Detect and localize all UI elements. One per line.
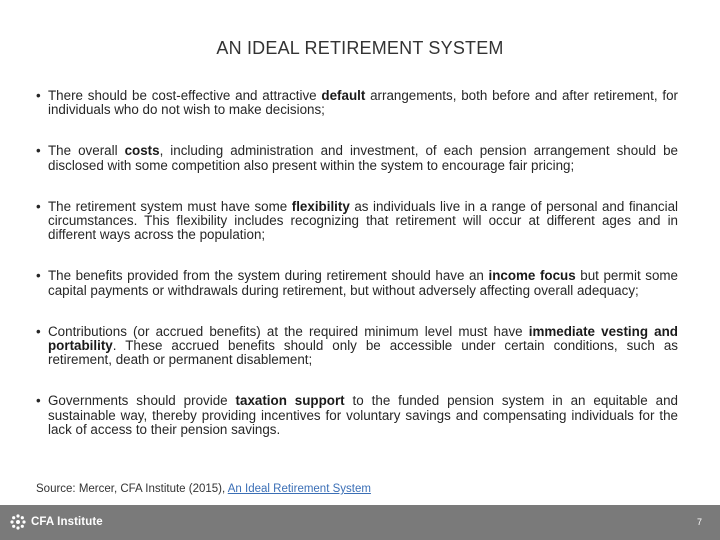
- page-number: 7: [696, 517, 702, 527]
- source-prefix: Source: Mercer, CFA Institute (2015),: [36, 483, 228, 495]
- bullet-marker: •: [36, 88, 41, 103]
- source-link[interactable]: An Ideal Retirement System: [227, 483, 371, 495]
- bullet-marker: •: [36, 198, 41, 214]
- bullet-text: Contributions (or accrued benefits) at the required minimum level must have: [48, 323, 529, 339]
- bullet-text: . These accrued benefits should only be accessible under certain conditions, such as retirement, death or permanent disablement;: [48, 338, 678, 368]
- bullet-keyword: immediate vesting and portability: [48, 323, 678, 354]
- bullet-keyword: flexibility: [291, 198, 350, 214]
- bullet-text: The overall: [48, 143, 125, 159]
- slide-title: AN IDEAL RETIREMENT SYSTEM: [216, 38, 504, 58]
- bullet-marker: •: [36, 393, 41, 409]
- bullet-item: [36, 394, 678, 437]
- globe-leaf-icon: [9, 513, 27, 531]
- bullet-text: to the funded pension system in an equitable and sustainable way, thereby providing incentives for voluntary savings and compensating individuals for the lack of access to their pension savings.: [48, 393, 678, 437]
- source-citation: [36, 483, 371, 495]
- bullet-item: [36, 325, 678, 368]
- bullet-text: but permit some capital payments or withdrawals during retirement, but without adversely affecting overall adequacy;: [48, 268, 678, 298]
- bullet-item: [36, 89, 678, 117]
- bullet-item: [36, 144, 678, 172]
- bullet-item: [36, 200, 678, 243]
- bullet-list: [36, 89, 678, 464]
- bullet-marker: •: [36, 268, 41, 284]
- bullet-keyword: costs: [124, 143, 160, 159]
- bullet-text: Governments should provide: [48, 393, 236, 409]
- bullet-text: The benefits provided from the system during retirement should have an: [48, 268, 489, 284]
- footer-bar: [0, 505, 720, 540]
- bullet-text: arrangements, both before and after retirement, for individuals who do not wish to make decisions;: [48, 88, 678, 118]
- bullet-marker: •: [36, 323, 41, 339]
- cfa-logo: [9, 513, 103, 531]
- bullet-keyword: income focus: [488, 268, 576, 284]
- bullet-text: There should be cost-effective and attractive: [48, 88, 322, 103]
- bullet-marker: •: [36, 143, 41, 159]
- bullet-text: as individuals live in a range of personal and financial circumstances. This flexibility includes recognizing that retirement will occur at different ages and in different ways across the population;: [48, 198, 678, 243]
- bullet-item: [36, 269, 678, 297]
- bullet-text: , including administration and investment, of each pension arrangement should be disclosed with some competition also present within the system to encourage fair pricing;: [48, 143, 678, 173]
- logo-text: CFA Institute: [31, 516, 103, 528]
- bullet-text: The retirement system must have some: [48, 198, 292, 214]
- bullet-keyword: default: [321, 88, 366, 103]
- bullet-keyword: taxation support: [235, 393, 345, 409]
